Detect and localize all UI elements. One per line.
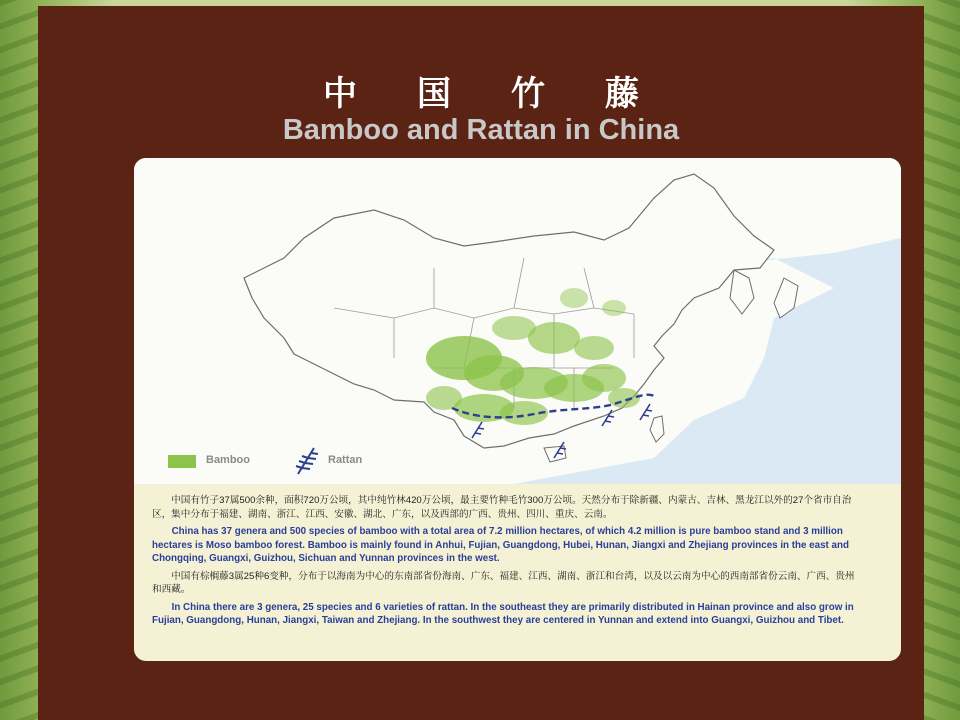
bamboo-description-cn: 中国有竹子37属500余种，面积720万公顷，其中纯竹林420万公顷，最主要竹种毛竹300万公顷。天然分布于除新疆、内蒙古、吉林、黑龙江以外的27个省市自治区，集中分布于福建、湖南、浙江、江西、安徽、湖北、广东，以及西部的广西、贵州、四川、重庆、云南。	[152, 495, 852, 520]
china-map	[134, 158, 901, 484]
description-text	[152, 494, 862, 632]
info-panel	[134, 158, 901, 661]
title-english: Bamboo and Rattan in China	[282, 114, 680, 146]
left-foliage-border	[0, 0, 40, 720]
bamboo-legend-label: Bamboo	[206, 454, 250, 466]
bamboo-description-en: China has 37 genera and 500 species of bamboo with a total area of 7.2 million hectares, of which 4.2 million is pure bamboo stand and 3 million hectares is Moso bamboo forest. Bamboo is mainly found in Anhui, Fujian, Guangdong, Hubei, Hunan, Jiangxi and Zhejiang provinces in the east and Chongqing, Guangxi, Guizhou, Sichuan and Yunnan provinces in the west.	[152, 526, 849, 564]
rattan-icon	[292, 444, 322, 478]
right-foliage-border	[920, 0, 960, 720]
rattan-description-cn: 中国有棕榈藤3属25种6变种，分布于以海南为中心的东南部省份海南、广东、福建、江西、湖南、浙江和台湾，以及以云南为中心的西南部省份云南、广西、贵州和西藏。	[152, 570, 855, 595]
title-chinese: 中国竹藤	[323, 74, 699, 114]
korea-outline	[730, 270, 754, 314]
taiwan-outline	[650, 416, 664, 442]
display-board	[38, 6, 924, 720]
rattan-legend-label: Rattan	[328, 454, 363, 466]
rattan-description-en: In China there are 3 genera, 25 species and 6 varieties of rattan. In the southeast they are primarily distributed in Hainan province and also grow in Fujian, Guangdong, Hunan, Jiangxi, Taiwan and Zhejiang. In the southwest they are centered in Yunnan and extend into Guangxi, Guizhou and Tibet.	[152, 601, 854, 626]
map-area	[134, 158, 901, 484]
bamboo-swatch	[168, 455, 196, 468]
